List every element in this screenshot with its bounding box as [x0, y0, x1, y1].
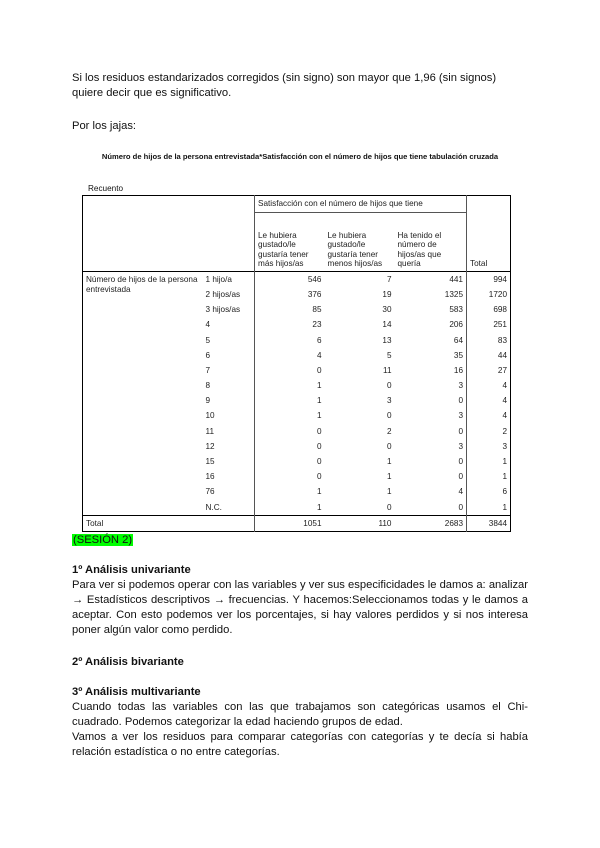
col-header-total: Total [467, 196, 511, 272]
row-label: 4 [203, 318, 255, 333]
total-value: 110 [325, 516, 395, 532]
cell-value: 14 [382, 320, 392, 330]
cell-value: 1720 [467, 287, 511, 302]
table-title: Número de hijos de la persona entrevistada*Satisfacción con el número de hijos que tiene tabulación cruzada [101, 152, 499, 161]
cell-value: 64 [453, 335, 463, 345]
cell-value: 0 [386, 441, 392, 451]
cell-value: 3 [458, 381, 463, 391]
section3-body-1: Cuando todas las variables con las que trabajamos son categóricas usamos el Chi-cuadrado. Podemos categorizar la edad haciendo grupos de edad. [72, 701, 528, 728]
cell-value: 1 [386, 457, 392, 467]
col-header-wanted: Ha tenido el número de hijos/as que quería [397, 230, 442, 269]
cell-value: 0 [386, 411, 392, 421]
cell-value: 4 [467, 409, 511, 424]
cell-value: 0 [386, 381, 392, 391]
cell-value: 0 [458, 472, 463, 482]
cell-value: 3 [458, 441, 463, 451]
cell-value: 1 [316, 411, 322, 421]
table-row [83, 272, 511, 288]
total-value: 3844 [467, 516, 511, 532]
row-group-label: Número de hijos de la persona entrevistada [83, 272, 203, 516]
row-label: 16 [203, 469, 255, 484]
cell-value: 994 [467, 272, 511, 288]
total-row [83, 516, 511, 532]
cell-value: 0 [316, 426, 322, 436]
cell-value: 1 [316, 487, 322, 497]
cell-value: 1 [467, 500, 511, 516]
total-label: Total [83, 516, 255, 532]
cell-value: 251 [467, 318, 511, 333]
row-label: 10 [203, 409, 255, 424]
cell-value: 1 [386, 487, 392, 497]
cell-value: 1 [467, 469, 511, 484]
cell-value: 1 [467, 454, 511, 469]
intro-paragraph: Si los residuos estandarizados corregidos (sin signo) son mayor que 1,96 (sin signos) quiere decir que es significativo. [72, 72, 497, 99]
cell-value: 16 [453, 365, 463, 375]
row-label: 3 hijos/as [203, 302, 255, 317]
total-value: 1051 [255, 516, 325, 532]
cell-value: 1 [316, 502, 322, 512]
cell-value: 35 [453, 350, 463, 360]
total-value: 2683 [395, 516, 467, 532]
cell-value: 1 [386, 472, 392, 482]
cell-value: 1 [316, 396, 322, 406]
cell-value: 6 [467, 485, 511, 500]
cell-value: 23 [312, 320, 322, 330]
cell-value: 4 [316, 350, 322, 360]
cell-value: 0 [316, 441, 322, 451]
cell-value: 4 [458, 487, 463, 497]
session-label: (SESIÓN 2) [73, 534, 133, 546]
row-label: 5 [203, 333, 255, 348]
cell-value: 13 [382, 335, 392, 345]
cell-value: 0 [458, 502, 463, 512]
cell-value: 19 [382, 289, 392, 299]
table-recuento-label: Recuento [88, 184, 124, 193]
cell-value: 546 [255, 272, 325, 288]
section3-body-2: Vamos a ver los residuos para comparar categorías con categorías y te decía si había relación estadística o no entre categorías. [72, 731, 528, 758]
row-label: 6 [203, 348, 255, 363]
cell-value: 0 [458, 396, 463, 406]
cell-value: 3 [458, 411, 463, 421]
crosstab-table [82, 195, 511, 532]
cell-value: 2 [467, 424, 511, 439]
col-header-fewer: Le hubiera gustado/le gustaría tener menos hijos/as [327, 230, 383, 269]
row-label: 8 [203, 378, 255, 393]
cell-value: 3 [467, 439, 511, 454]
cell-value: 376 [307, 289, 322, 299]
example-label: Por los jajas: [72, 120, 137, 132]
cell-value: 4 [467, 378, 511, 393]
cell-value: 7 [325, 272, 395, 288]
cell-value: 441 [395, 272, 467, 288]
cell-value: 206 [449, 320, 463, 330]
row-label: 12 [203, 439, 255, 454]
cell-value: 3 [386, 396, 392, 406]
cell-value: 0 [386, 502, 392, 512]
cell-value: 0 [458, 426, 463, 436]
cell-value: 583 [449, 305, 463, 315]
cell-value: 0 [458, 457, 463, 467]
section1-heading: 1º Análisis univariante [72, 564, 191, 576]
cell-value: 85 [312, 305, 322, 315]
cell-value: 11 [383, 365, 392, 375]
cell-value: 0 [316, 457, 322, 467]
row-label: 2 hijos/as [203, 287, 255, 302]
cell-value: 0 [316, 365, 322, 375]
section2-heading: 2º Análisis bivariante [72, 656, 184, 668]
cell-value: 6 [316, 335, 322, 345]
row-label: 1 hijo/a [203, 272, 255, 288]
row-label: 11 [203, 424, 255, 439]
cell-value: 83 [467, 333, 511, 348]
cell-value: 698 [467, 302, 511, 317]
cell-value: 0 [316, 472, 322, 482]
col-header-more: Le hubiera gustado/le gustaría tener más hijos/as [258, 230, 309, 269]
row-label: 15 [203, 454, 255, 469]
cell-value: 5 [386, 350, 392, 360]
section1-body: Para ver si podemos operar con las variables y ver sus especificidades le damos a: analizar → Estadísticos descriptivos → frecuencias. Y hacemos:Seleccionamos todas y le damos a aceptar. Con esto podemos ver los porcentajes, si hay valores perdidos y si nos interesa poner algún valor como perdido. [72, 579, 528, 636]
row-label: N.C. [203, 500, 255, 516]
row-label: 9 [203, 394, 255, 409]
group-header: Satisfacción con el número de hijos que tiene [255, 196, 467, 213]
row-label: 7 [203, 363, 255, 378]
cell-value: 2 [386, 426, 392, 436]
cell-value: 27 [467, 363, 511, 378]
cell-value: 4 [467, 394, 511, 409]
cell-value: 1 [316, 381, 322, 391]
cell-value: 44 [467, 348, 511, 363]
cell-value: 1325 [444, 289, 463, 299]
cell-value: 30 [382, 305, 392, 315]
row-label: 76 [203, 485, 255, 500]
section3-heading: 3º Análisis multivariante [72, 686, 201, 698]
